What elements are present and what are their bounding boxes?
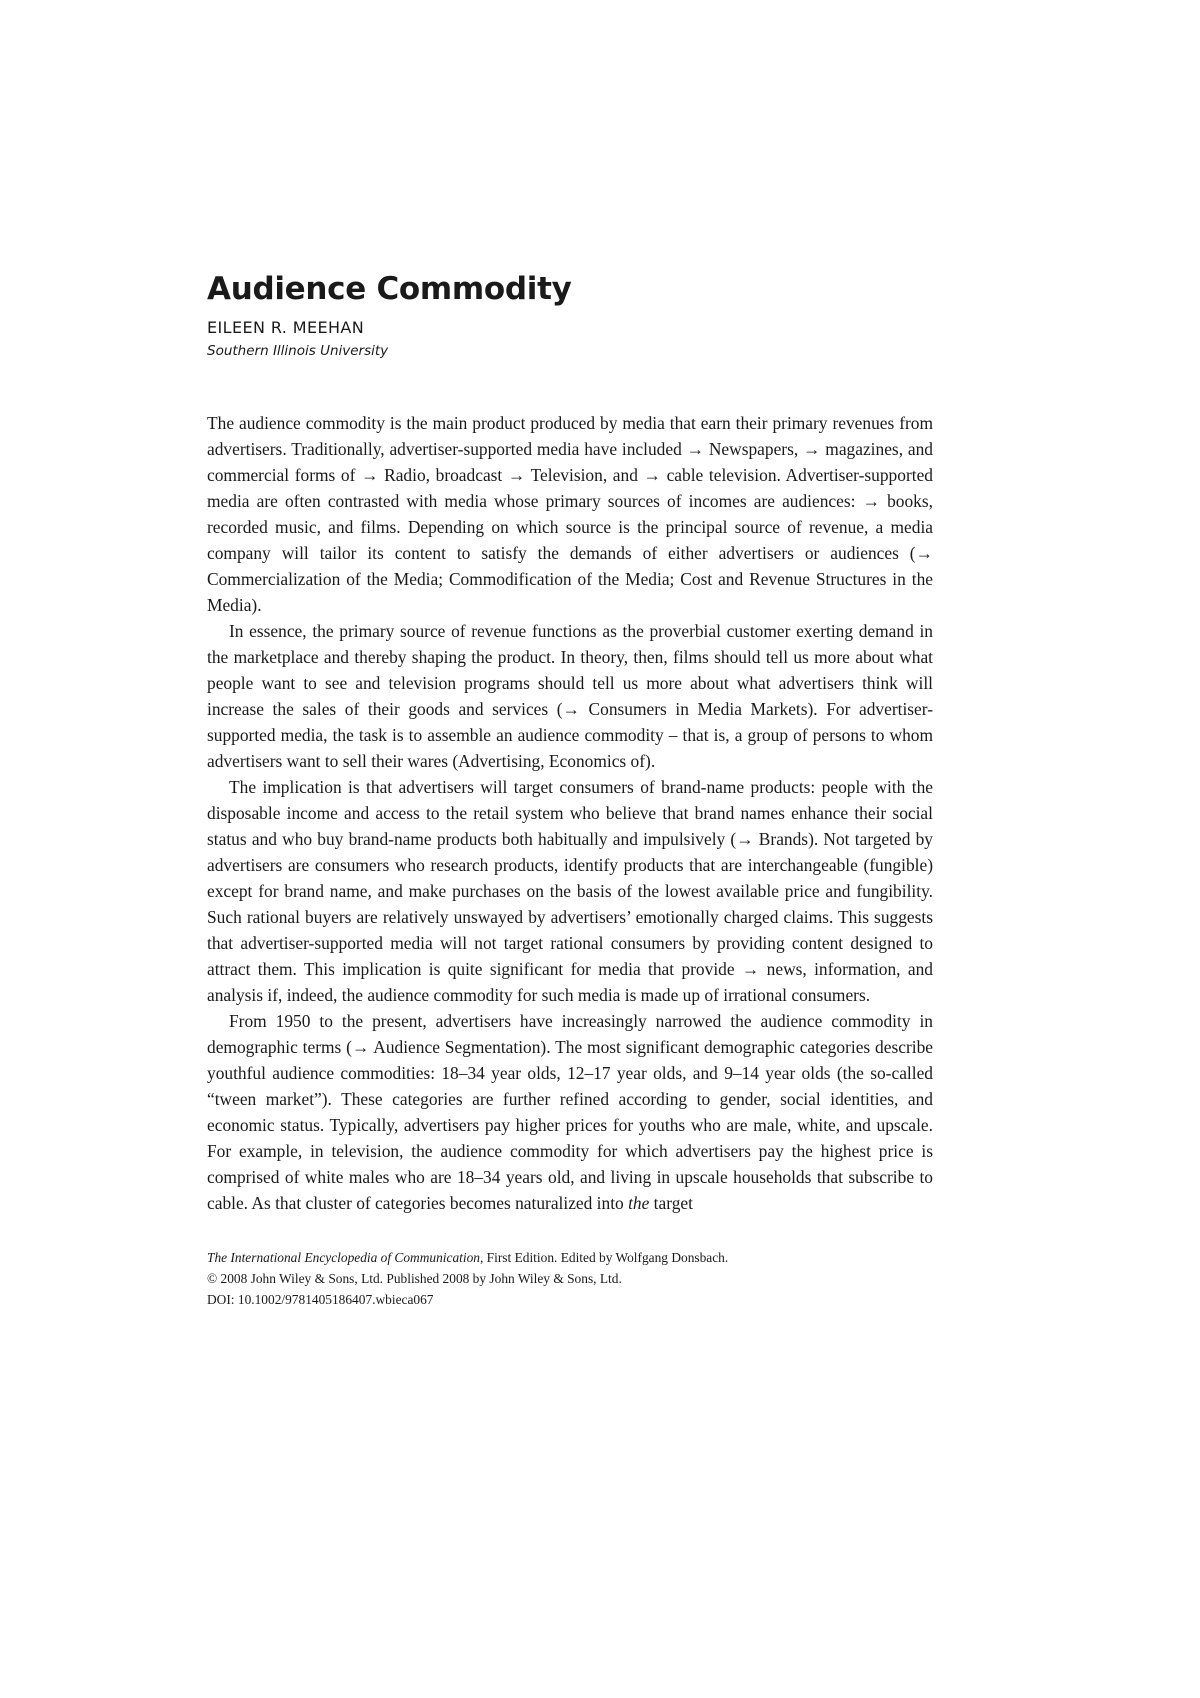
paragraph-2: In essence, the primary source of revenue functions as the proverbial customer exerting demand in the marketplace and thereby shaping the product. In theory, then, films should tell us more about what people want to see and television programs should tell us more about what advertisers think will increase the sales of their goods and services (→ Consumers in Media Markets). For advertiser-supported media, the task is to assemble an audience commodity – that is, a group of persons to whom advertisers want to sell their wares (Advertising, Economics of). bbox=[207, 621, 933, 771]
edition-editor: , First Edition. Edited by Wolfgang Donsbach. bbox=[479, 1250, 729, 1265]
article-page bbox=[207, 270, 933, 1310]
encyclopedia-title: The International Encyclopedia of Communication bbox=[207, 1250, 480, 1265]
article-title: Audience Commodity bbox=[207, 271, 572, 307]
copyright-line: © 2008 John Wiley & Sons, Ltd. Published 2008 by John Wiley & Sons, Ltd. bbox=[207, 1271, 622, 1286]
doi-line: DOI: 10.1002/9781405186407.wbieca067 bbox=[207, 1292, 434, 1307]
paragraph-4-text: From 1950 to the present, advertisers have increasingly narrowed the audience commodity in demographic terms (→ Audience Segmentation). The most significant demographic categories describe youthful audience commodities: 18–34 year olds, 12–17 year olds, and 9–14 year olds (the so-called “tween market”). These categories are further refined according to gender, social identities, and economic status. Typically, advertisers pay higher prices for youths who are male, white, and upscale. For example, in television, the audience commodity for which advertisers pay the highest price is comprised of white males who are 18–34 years old, and living in upscale households that subscribe to cable. As that cluster of categories becomes naturalized into bbox=[207, 1011, 933, 1213]
article-body bbox=[207, 410, 933, 1216]
author-affiliation: Southern Illinois University bbox=[207, 343, 389, 359]
paragraph-4 bbox=[207, 1008, 933, 1216]
paragraph-1: The audience commodity is the main product produced by media that earn their primary revenues from advertisers. Traditionally, advertiser-supported media have included → Newspapers, → magazines, and commercial forms of → Radio, broadcast → Television, and → cable television. Advertiser-supported media are often contrasted with media whose primary sources of incomes are audiences: → books, recorded music, and films. Depending on which source is the principal source of revenue, a media company will tailor its content to satisfy the demands of either advertisers or audiences (→ Commercialization of the Media; Commodification of the Media; Cost and Revenue Structures in the Media). bbox=[207, 413, 933, 615]
paragraph-4-emphasis: the bbox=[628, 1193, 650, 1213]
paragraph-4-text-end: target bbox=[649, 1193, 693, 1213]
author-name: EILEEN R. MEEHAN bbox=[207, 318, 365, 337]
citation-footer bbox=[207, 1247, 933, 1310]
paragraph-3: The implication is that advertisers will target consumers of brand-name products: people with the disposable income and access to the retail system who believe that brand names enhance their social status and who buy brand-name products both habitually and impulsively (→ Brands). Not targeted by advertisers are consumers who research products, identify products that are interchangeable (fungible) except for brand name, and make purchases on the basis of the lowest available price and fungibility. Such rational buyers are relatively unswayed by advertisers’ emotionally charged claims. This suggests that advertiser-supported media will not target rational consumers by providing content designed to attract them. This implication is quite significant for media that provide → news, information, and analysis if, indeed, the audience commodity for such media is made up of irrational consumers. bbox=[207, 777, 933, 1005]
citation-line bbox=[207, 1247, 933, 1268]
